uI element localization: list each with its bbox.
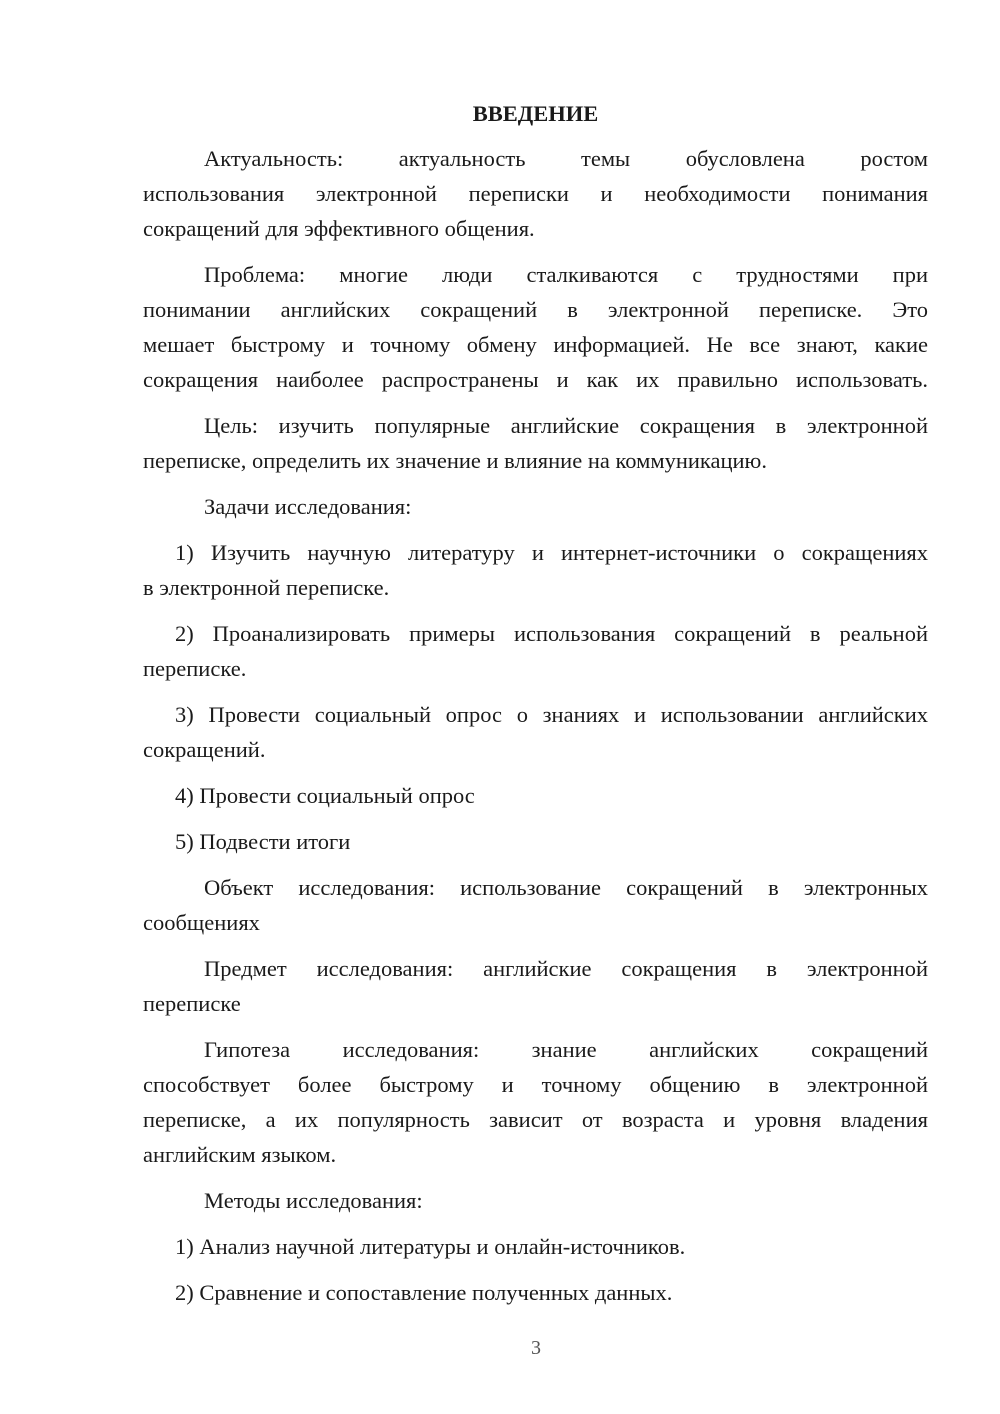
text-line: Проблема: многие люди сталкиваются с трудностями при: [204, 262, 928, 287]
text-line: использования электронной переписки и необходимости понимания: [143, 181, 928, 206]
method-item: [143, 1229, 928, 1264]
text-line: Объект исследования: использование сокращений в электронных: [204, 875, 928, 900]
method-item: [143, 1275, 928, 1310]
page-title: ВВЕДЕНИЕ: [472, 101, 599, 126]
text-line: мешает быстрому и точному обмену информацией. Не все знают, какие: [143, 332, 928, 357]
page-number: 3: [531, 1337, 541, 1359]
task-item: [143, 697, 928, 767]
goal-paragraph: [143, 408, 928, 478]
hypothesis-paragraph: [143, 1032, 928, 1172]
task-item: [143, 778, 928, 813]
text-line: Цель: изучить популярные английские сокращения в электронной: [204, 413, 928, 438]
text-line: 1) Изучить научную литературу и интернет-источники о сокращениях: [175, 540, 928, 565]
text-line: понимании английских сокращений в электронной переписке. Это: [143, 297, 928, 322]
text-line: способствует более быстрому и точному общению в электронной: [143, 1072, 928, 1097]
text-line: Предмет исследования: английские сокращения в электронной: [204, 956, 928, 981]
text-line: Методы исследования:: [204, 1188, 423, 1213]
text-line: Гипотеза исследования: знание английских сокращений: [204, 1037, 928, 1062]
text-line: сокращений для эффективного общения.: [143, 216, 535, 241]
text-line: Актуальность: актуальность темы обусловлена ростом: [204, 146, 928, 171]
object-paragraph: [143, 870, 928, 940]
text-line: 1) Анализ научной литературы и онлайн-источников.: [175, 1234, 686, 1259]
relevance-paragraph: [143, 141, 928, 246]
text-line: в электронной переписке.: [143, 575, 390, 600]
text-line: 4) Провести социальный опрос: [175, 783, 475, 808]
problem-paragraph: [143, 257, 928, 397]
text-line: 2) Проанализировать примеры использования сокращений в реальной: [175, 621, 928, 646]
page-content: [143, 96, 928, 1321]
text-line: переписке: [143, 991, 241, 1016]
text-line: переписке.: [143, 656, 247, 681]
task-item: [143, 535, 928, 605]
text-line: сообщениях: [143, 910, 260, 935]
text-line: сокращения наиболее распространены и как их правильно использовать.: [143, 367, 928, 392]
task-item: [143, 616, 928, 686]
text-line: английским языком.: [143, 1142, 337, 1167]
tasks-heading: [143, 489, 928, 524]
task-item: [143, 824, 928, 859]
text-line: 5) Подвести итоги: [175, 829, 351, 854]
methods-heading: [143, 1183, 928, 1218]
text-line: Задачи исследования:: [204, 494, 412, 519]
text-line: переписке, а их популярность зависит от возраста и уровня владения: [143, 1107, 928, 1132]
text-line: переписке, определить их значение и влияние на коммуникацию.: [143, 448, 767, 473]
text-line: 3) Провести социальный опрос о знаниях и использовании английских: [175, 702, 928, 727]
subject-paragraph: [143, 951, 928, 1021]
text-line: сокращений.: [143, 737, 266, 762]
text-line: 2) Сравнение и сопоставление полученных данных.: [175, 1280, 673, 1305]
